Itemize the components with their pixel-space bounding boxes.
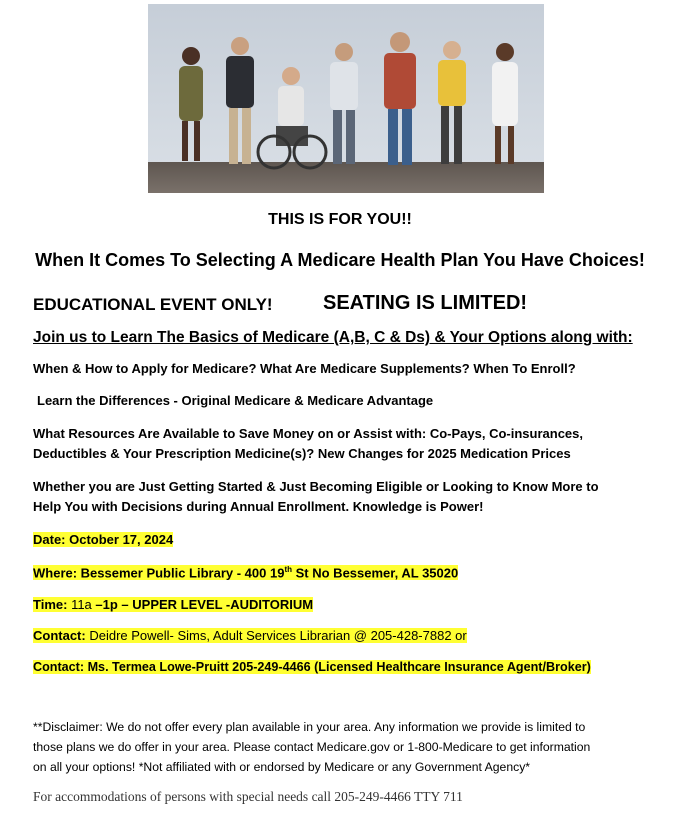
topic-resources-line2: Deductibles & Your Prescription Medicine(s)? New Changes for 2025 Medication Prices bbox=[33, 446, 571, 461]
event-date: Date: October 17, 2024 bbox=[33, 532, 174, 547]
seating-limited-text: SEATING IS LIMITED! bbox=[323, 292, 528, 314]
group-photo-image bbox=[148, 4, 544, 193]
time-label: Time: bbox=[33, 597, 72, 612]
time-start: 11a bbox=[71, 597, 96, 612]
topic-apply-enroll: When & How to Apply for Medicare? What Are Medicare Supplements? When To Enroll? bbox=[33, 361, 576, 376]
join-us-text: Join us to Learn The Basics of Medicare (A,B, C & Ds) & Your Options along with: bbox=[33, 329, 633, 346]
event-location bbox=[33, 565, 458, 580]
disclaimer-line1: **Disclaimer: We do not offer every plan available in your area. Any information we provide is limited to bbox=[33, 720, 586, 734]
topic-differences: Learn the Differences - Original Medicare & Medicare Advantage bbox=[37, 393, 434, 408]
location-suffix: St No Bessemer, AL 35020 bbox=[292, 565, 459, 581]
contact-librarian bbox=[33, 628, 467, 643]
group-photo bbox=[148, 4, 544, 193]
topic-eligibility-line2: Help You with Decisions during Annual Enrollment. Knowledge is Power! bbox=[33, 499, 484, 514]
location-prefix: Where: Bessemer Public Library - 400 19 bbox=[33, 565, 285, 581]
disclaimer-line3: on all your options! *Not affiliated with or endorsed by Medicare or any Government Agency* bbox=[33, 760, 531, 774]
disclaimer-line2: those plans we do offer in your area. Please contact Medicare.gov or 1-800-Medicare to get information bbox=[33, 740, 591, 754]
accommodations-note: For accommodations of persons with special needs call 205-249-4466 TTY 711 bbox=[33, 789, 463, 804]
topic-eligibility-line1: Whether you are Just Getting Started & Just Becoming Eligible or Looking to Know More to bbox=[33, 479, 599, 494]
topic-resources-line1: What Resources Are Available to Save Money on or Assist with: Co-Pays, Co-insurances, bbox=[33, 426, 583, 441]
time-end-location: –1p – UPPER LEVEL -AUDITORIUM bbox=[95, 597, 314, 612]
event-time bbox=[33, 597, 313, 612]
location-superscript: th bbox=[284, 565, 293, 574]
contact1-value: Deidre Powell- Sims, Adult Services Librarian @ 205-428-7882 or bbox=[89, 628, 467, 643]
contact1-label: Contact: bbox=[33, 628, 90, 643]
headline: THIS IS FOR YOU!! bbox=[268, 211, 412, 228]
subheadline: When It Comes To Selecting A Medicare Health Plan You Have Choices! bbox=[35, 250, 645, 270]
contact-agent: Contact: Ms. Termea Lowe-Pruitt 205-249-4466 (Licensed Healthcare Insurance Agent/Broker) bbox=[33, 660, 591, 674]
educational-event-text: EDUCATIONAL EVENT ONLY! bbox=[33, 295, 273, 314]
